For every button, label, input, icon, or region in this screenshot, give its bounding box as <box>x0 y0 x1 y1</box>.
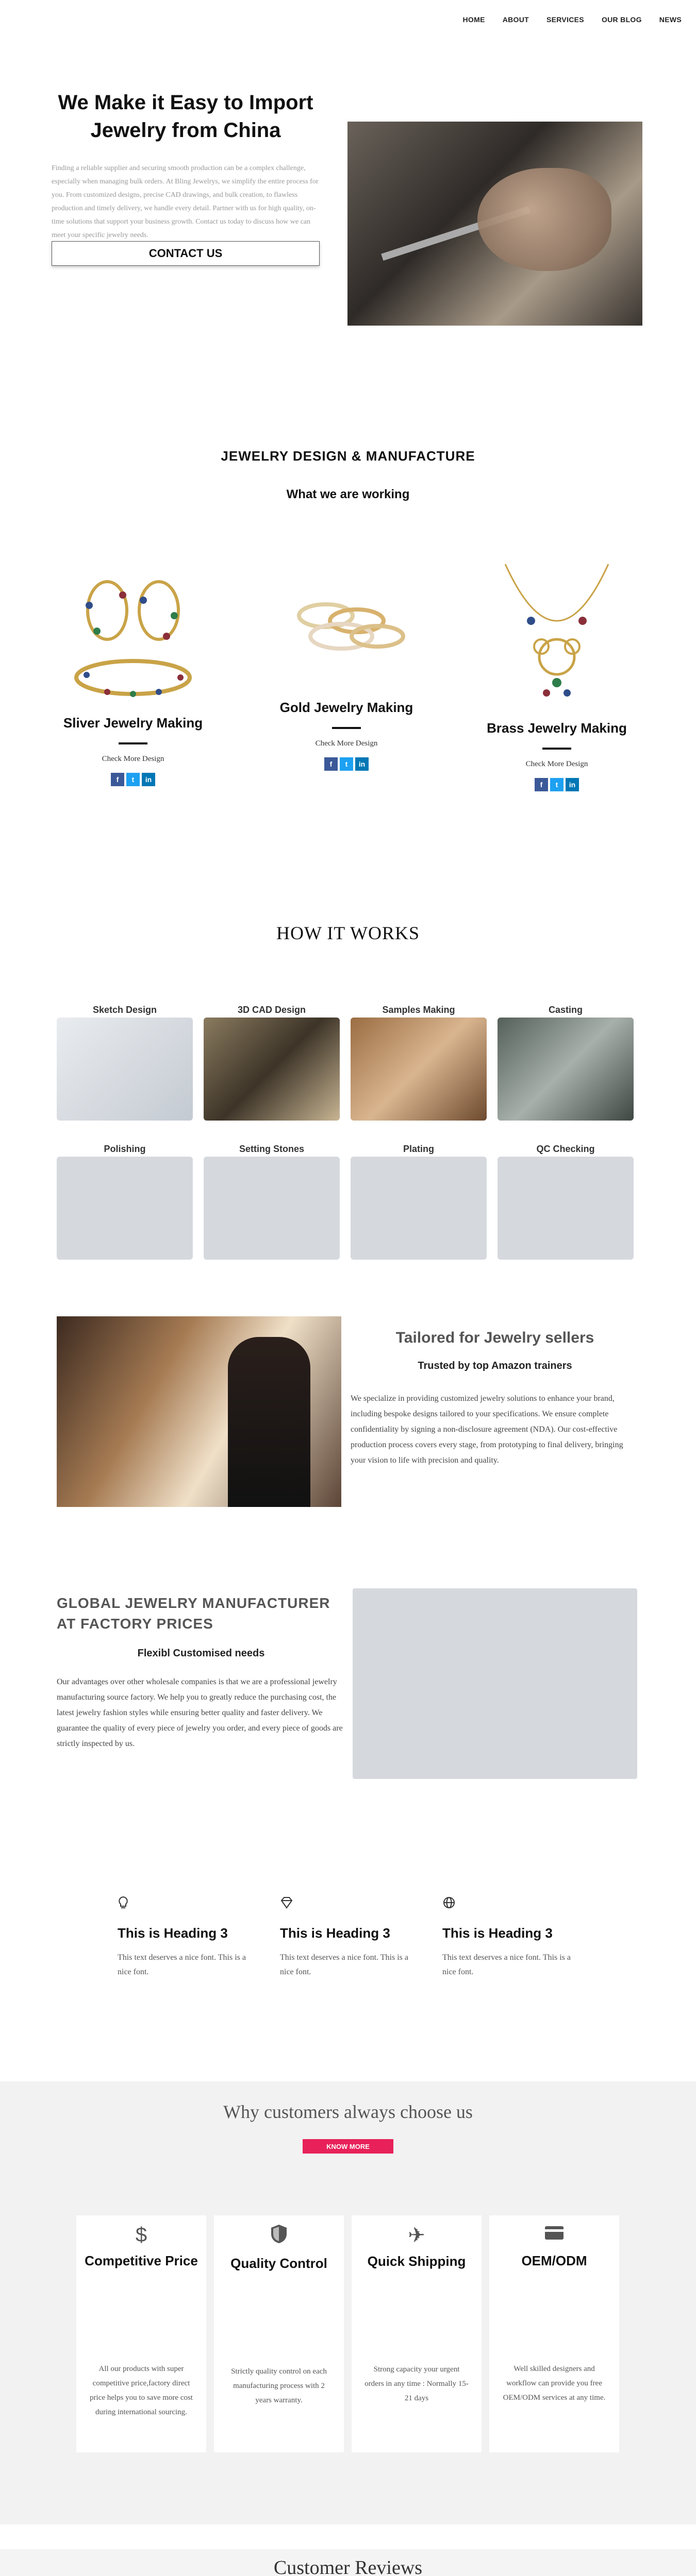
check-more-link[interactable]: Check More Design <box>315 739 378 748</box>
step-label: Polishing <box>104 1144 146 1154</box>
step-label: Setting Stones <box>239 1144 304 1154</box>
step-casting <box>498 1002 634 1121</box>
linkedin-icon[interactable]: in <box>566 778 579 791</box>
diamond-icon <box>280 1896 419 1913</box>
step-sketch-design <box>57 1002 193 1121</box>
card-text: Well skilled designers and workflow can provide you free OEM/ODM services at any time. <box>503 2365 606 2402</box>
feature-1 <box>118 1896 257 1979</box>
nav-services[interactable]: SERVICES <box>546 15 584 24</box>
divider <box>542 748 571 750</box>
feature-3 <box>442 1896 582 1979</box>
step-3d-cad <box>204 1002 340 1121</box>
card-title: OEM/ODM <box>521 2253 587 2268</box>
global-subtitle: Flexibl Customised needs <box>137 1648 265 1659</box>
feature-text: This text deserves a nice font. This is a nice font. <box>280 1953 408 1976</box>
sketch-design-image <box>57 1018 193 1121</box>
image-placeholder <box>57 1157 193 1260</box>
step-label: Plating <box>403 1144 434 1154</box>
step-samples <box>351 1002 487 1121</box>
step-setting-stones <box>204 1141 340 1260</box>
step-plating <box>351 1141 487 1260</box>
contact-us-button[interactable]: CONTACT US <box>52 241 320 266</box>
cad-design-image <box>204 1018 340 1121</box>
card-text: All our products with super competitive price,factory direct price helps you to save more cost during international sourcing. <box>90 2365 193 2416</box>
step-label: Casting <box>548 1005 583 1015</box>
step-qc-checking <box>498 1141 634 1260</box>
global-paragraph: Our advantages over other wholesale companies is that we are a professional jewelry manufacturing source factory. We help you to greatly reduce the purchasing cost, the latest jewelry fashion styles while ensuring better quality and faster delivery. We guarantee the quality of every piece of jewelry you order, and every piece of goods are strictly inspected by us. <box>57 1677 343 1748</box>
image-placeholder <box>351 1157 487 1260</box>
hero-title: We Make it Easy to Import Jewelry from China <box>58 91 313 142</box>
product-name: Sliver Jewelry Making <box>63 715 203 731</box>
feature-text: This text deserves a nice font. This is a nice font. <box>118 1953 246 1976</box>
why-title: Why customers always choose us <box>223 2102 473 2122</box>
how-it-works-title: HOW IT WORKS <box>276 923 420 943</box>
twitter-icon[interactable]: t <box>340 757 353 771</box>
facebook-icon[interactable]: f <box>535 778 548 791</box>
step-label: Sketch Design <box>92 1005 157 1015</box>
step-label: 3D CAD Design <box>237 1005 306 1015</box>
product-brass <box>479 556 634 791</box>
samples-making-image <box>351 1018 487 1121</box>
why-card-price <box>76 2215 206 2452</box>
card-text: Strictly quality control on each manufacturing process with 2 years warranty. <box>231 2367 327 2404</box>
divider <box>119 742 147 744</box>
why-card-quality <box>214 2215 344 2452</box>
casting-image <box>498 1018 634 1121</box>
image-placeholder <box>204 1157 340 1260</box>
why-card-shipping <box>352 2215 482 2452</box>
global-title: GLOBAL JEWELRY MANUFACTURER AT FACTORY PRICES <box>57 1595 330 1632</box>
step-label: Samples Making <box>382 1005 455 1015</box>
twitter-icon[interactable]: t <box>126 773 140 786</box>
twitter-icon[interactable]: t <box>550 778 564 791</box>
design-title: JEWELRY DESIGN & MANUFACTURE <box>221 448 475 464</box>
airplane-icon: ✈ <box>408 2224 425 2247</box>
card-title: Competitive Price <box>85 2253 198 2268</box>
step-polishing <box>57 1141 193 1260</box>
tailored-paragraph: We specialize in providing customized jewelry solutions to enhance your brand, including bespoke designs tailored to your specifications. We ensure complete confidentiality by signing a non-disclosure agreement (NDA). Our cost-effective production process covers every stage, from prototyping to final delivery, bringing your vision to life with precision and quality. <box>351 1394 623 1465</box>
showroom-image <box>57 1316 341 1507</box>
feature-title: This is Heading 3 <box>118 1925 228 1941</box>
brass-jewelry-image <box>490 556 624 711</box>
feature-2 <box>280 1896 419 1979</box>
gold-jewelry-image <box>279 556 413 690</box>
linkedin-icon[interactable]: in <box>142 773 155 786</box>
feature-text: This text deserves a nice font. This is a nice font. <box>442 1953 571 1976</box>
silver-jewelry-image <box>66 572 200 706</box>
know-more-button[interactable]: KNOW MORE <box>303 2139 393 2154</box>
reviews-title: Customer Reviews <box>273 2557 423 2576</box>
check-more-link[interactable]: Check More Design <box>102 755 164 763</box>
image-placeholder <box>353 1588 637 1779</box>
social-share <box>479 778 634 791</box>
facebook-icon[interactable]: f <box>324 757 338 771</box>
check-more-link[interactable]: Check More Design <box>525 760 588 768</box>
tailored-subtitle: Trusted by top Amazon trainers <box>418 1360 572 1371</box>
product-silver <box>56 572 210 786</box>
nav-news[interactable]: NEWS <box>659 15 682 24</box>
social-share <box>269 757 424 771</box>
dollar-icon: $ <box>135 2224 147 2246</box>
nav-about[interactable]: ABOUT <box>502 15 529 24</box>
step-label: QC Checking <box>536 1144 595 1154</box>
nav-home[interactable]: HOME <box>462 15 485 24</box>
card-title: Quick Shipping <box>367 2253 466 2269</box>
linkedin-icon[interactable]: in <box>355 757 369 771</box>
lightbulb-icon <box>118 1896 257 1913</box>
product-gold <box>269 556 424 771</box>
credit-card-icon <box>489 2224 619 2247</box>
product-name: Brass Jewelry Making <box>487 720 627 736</box>
nav-blog[interactable]: OUR BLOG <box>601 15 642 24</box>
why-card-oem <box>489 2215 619 2452</box>
card-text: Strong capacity your urgent orders in any time : Normally 15-21 days <box>364 2365 469 2402</box>
globe-icon <box>442 1896 582 1913</box>
product-name: Gold Jewelry Making <box>279 700 413 715</box>
tailored-title: Tailored for Jewelry sellers <box>395 1329 594 1346</box>
feature-title: This is Heading 3 <box>442 1925 553 1941</box>
social-share <box>56 773 210 786</box>
image-placeholder <box>498 1157 634 1260</box>
divider <box>332 727 361 729</box>
hero-paragraph: Finding a reliable supplier and securing smooth production can be a complex challenge, especially when managing bulk orders. At Bling Jewelrys, we simplify the entire process for you. From customized designs, precise CAD drawings, and bulk creation, to flawless production and timely delivery, we handle every detail. Partner with us for high quality, on-time solutions that support your business growth. Contact us today to discuss how we can meet your specific jewelry needs. <box>52 164 319 239</box>
card-title: Quality Control <box>230 2256 327 2271</box>
facebook-icon[interactable]: f <box>111 773 124 786</box>
shield-icon <box>214 2224 344 2249</box>
design-subtitle: What we are working <box>286 487 410 501</box>
feature-title: This is Heading 3 <box>280 1925 390 1941</box>
